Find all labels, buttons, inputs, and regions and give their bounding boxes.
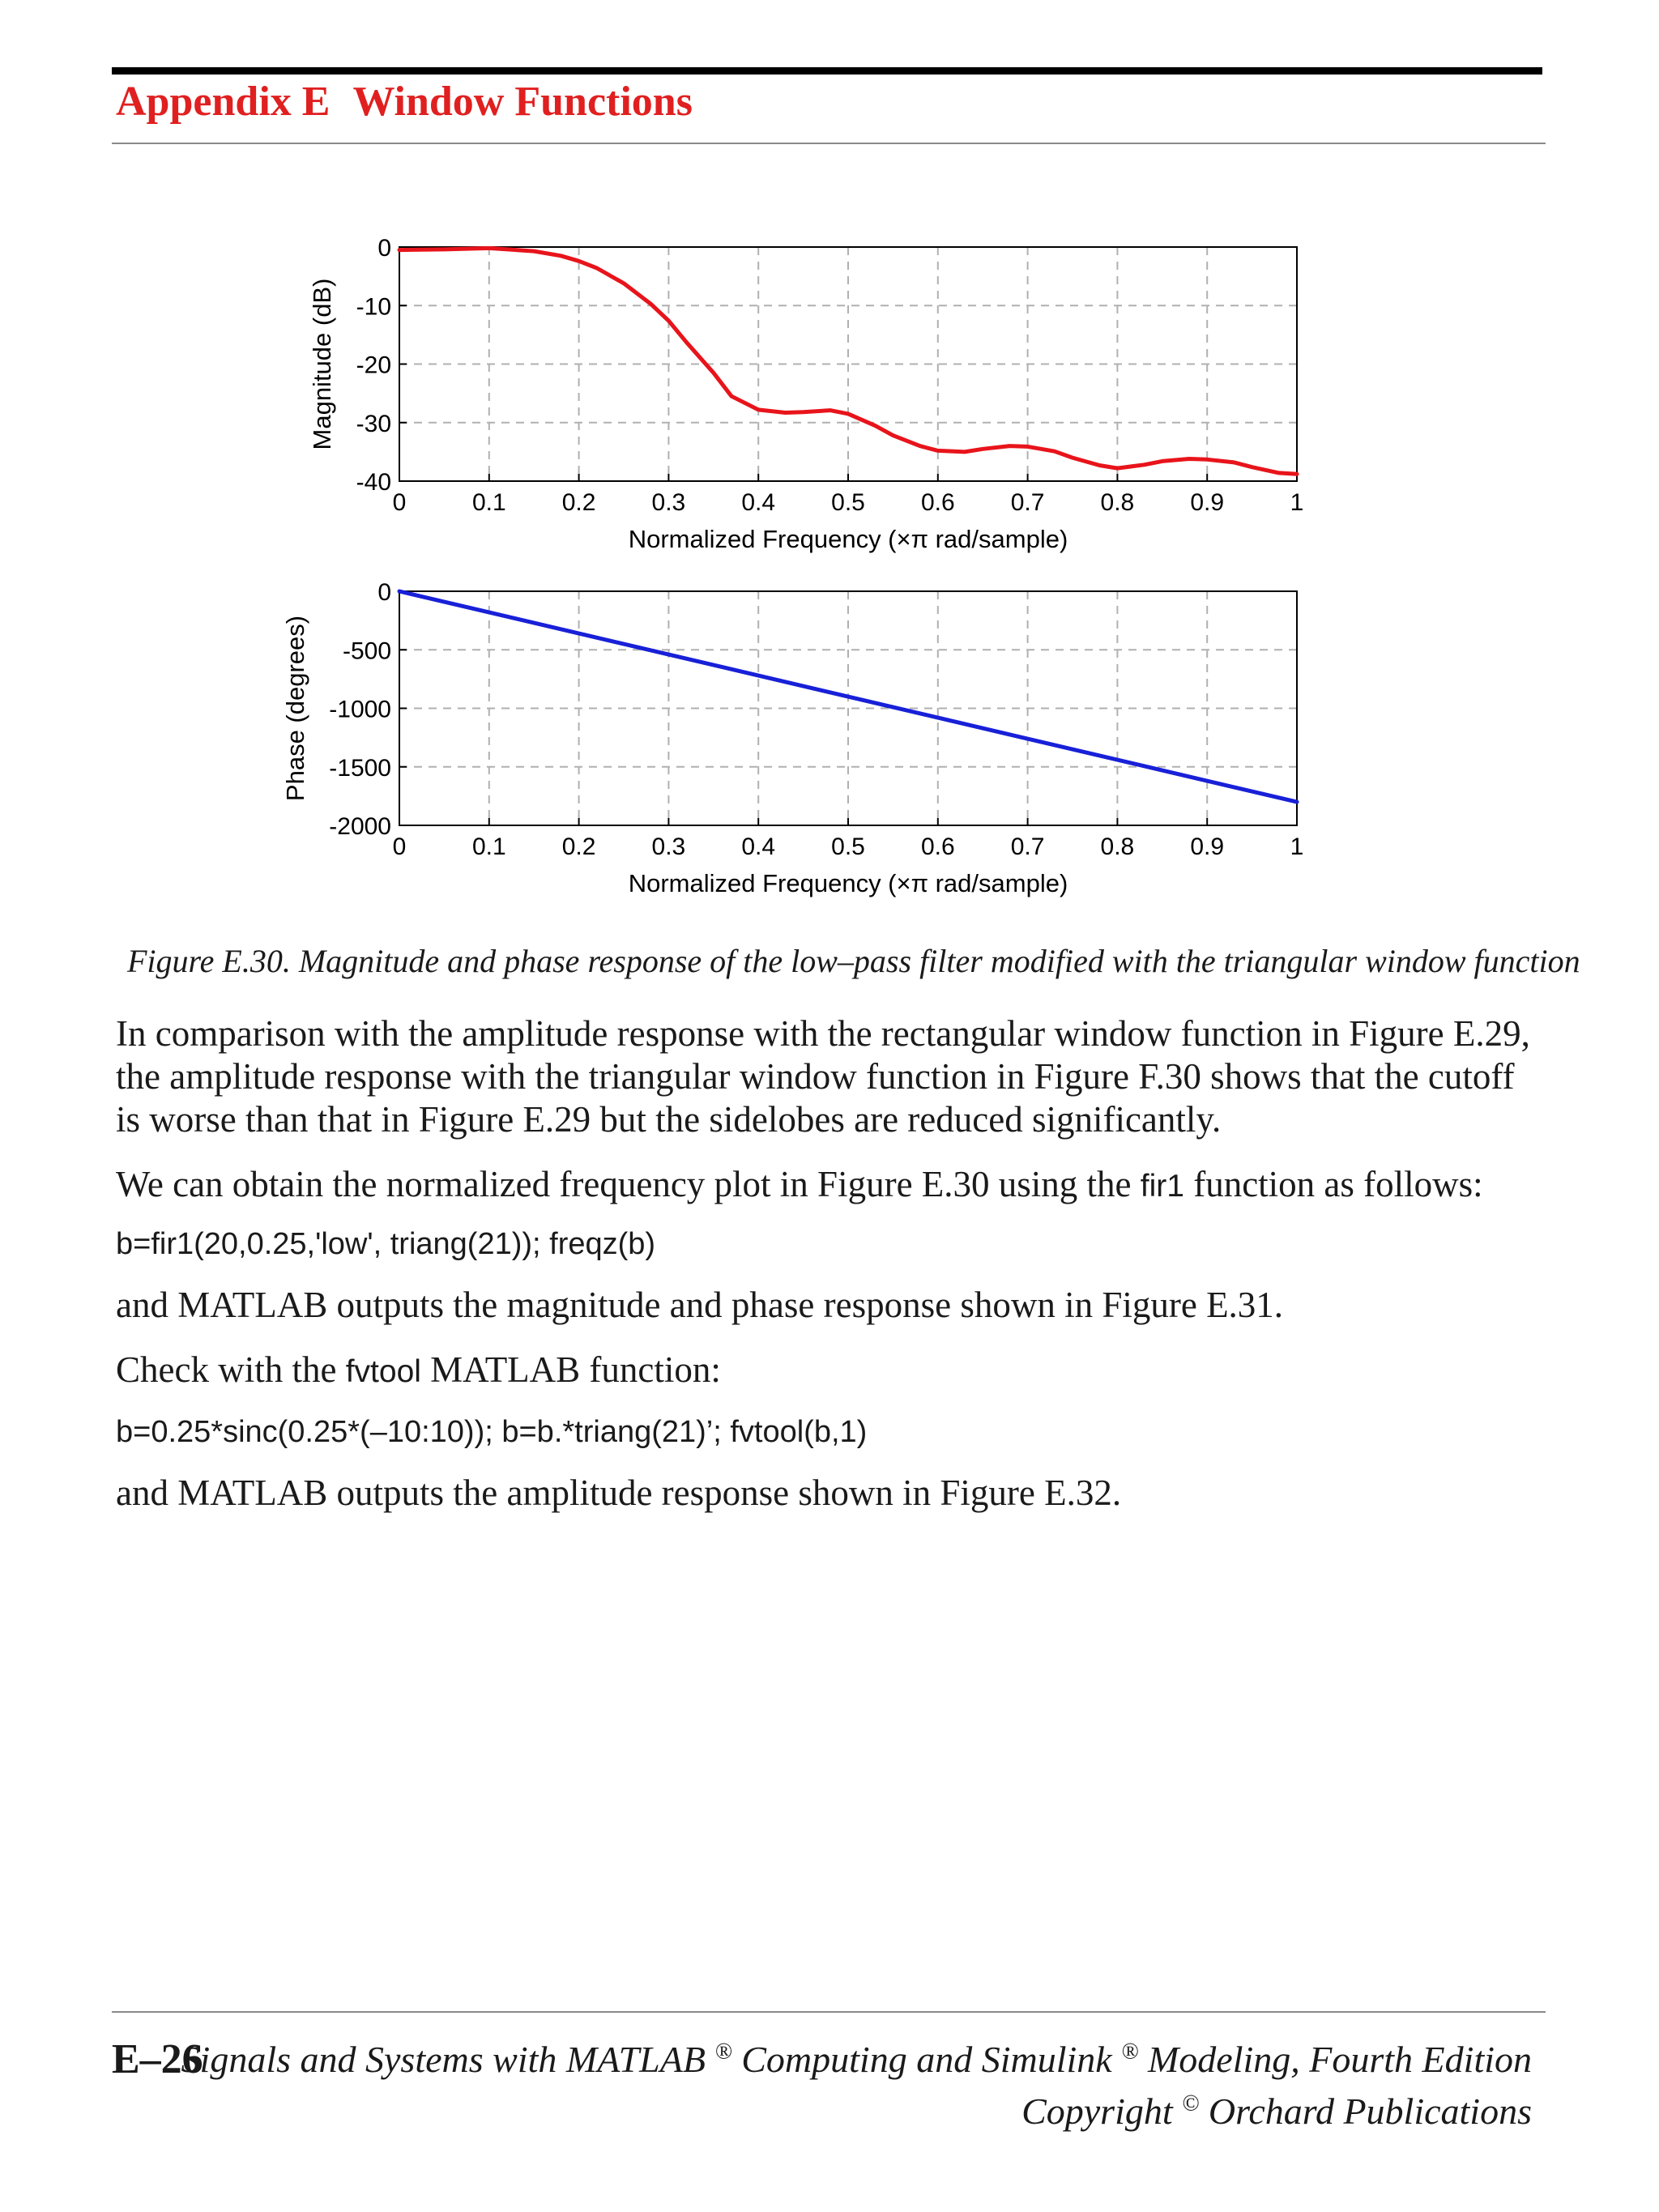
paragraph-fir1-intro <box>116 1163 1546 1208</box>
y-tick-label: -1500 <box>329 754 391 782</box>
header-bottom-rule <box>112 143 1546 144</box>
header-top-rule <box>112 67 1542 75</box>
y-tick-label: -40 <box>356 469 391 496</box>
x-tick-label: 0.8 <box>1100 833 1135 860</box>
x-tick-label: 0.6 <box>920 833 955 860</box>
copyright-symbol: © <box>1182 2091 1200 2116</box>
figure-caption: Figure E.30. Magnitude and phase response of the low–pass filter modified with the triangular window function <box>127 943 1580 979</box>
phase-chart <box>0 563 1659 911</box>
x-tick-label: 0.8 <box>1100 489 1135 516</box>
text-span: Orchard Publications <box>1199 2091 1532 2132</box>
registered-mark: ® <box>714 2039 732 2065</box>
paragraph-fvtool-output: and MATLAB outputs the amplitude response shown in Figure E.32. <box>116 1473 1122 1513</box>
appendix-label: Appendix E <box>116 79 331 125</box>
x-tick-label: 0.9 <box>1190 833 1225 860</box>
x-axis-label: Normalized Frequency (×π rad/sample) <box>628 525 1068 553</box>
y-tick-label: 0 <box>377 579 391 606</box>
text-span: MATLAB function: <box>420 1349 721 1390</box>
copyright-line <box>1021 2090 1532 2133</box>
text-span: Signals and Systems with MATLAB <box>181 2039 715 2080</box>
x-tick-label: 0.4 <box>741 489 776 516</box>
x-tick-label: 1 <box>1290 489 1304 516</box>
y-tick-label: 0 <box>377 235 391 262</box>
code-line-fir1: b=fir1(20,0.25,'low', triang(21)); freqz(b) <box>116 1227 656 1261</box>
paragraph-freqz-output: and MATLAB outputs the magnitude and phase response shown in Figure E.31. <box>116 1285 1284 1325</box>
x-tick-label: 0.3 <box>651 833 686 860</box>
x-tick-label: 0.1 <box>471 833 506 860</box>
y-tick-label: -2000 <box>329 813 391 840</box>
x-tick-label: 0 <box>392 489 407 516</box>
inline-code-fvtool: fvtool <box>345 1354 421 1389</box>
registered-mark: ® <box>1121 2039 1139 2065</box>
x-tick-label: 0.5 <box>831 489 865 516</box>
x-tick-label: 0.2 <box>561 489 596 516</box>
text-span: Modeling, Fourth Edition <box>1138 2039 1532 2080</box>
text-span: Computing and Simulink <box>731 2039 1122 2080</box>
x-tick-label: 0.9 <box>1190 489 1225 516</box>
inline-code-fir1: fir1 <box>1140 1169 1184 1204</box>
x-tick-label: 0.1 <box>471 489 506 516</box>
x-tick-label: 0 <box>392 833 407 860</box>
paragraph-comparison: In comparison with the amplitude response with the rectangular window function in Figure E.29, the amplitude response with the triangular window function in Figure F.30 shows that the cutoff is worse than that in Figure E.29 but the sidelobes are reduced significantly. <box>116 1013 1530 1140</box>
x-tick-label: 0.7 <box>1010 833 1045 860</box>
magnitude-chart <box>0 219 1659 567</box>
paragraph-fvtool-intro <box>116 1349 1546 1393</box>
y-axis-label: Phase (degrees) <box>281 615 309 802</box>
y-tick-label: -20 <box>356 352 391 379</box>
text-span: Check with the <box>116 1349 346 1390</box>
x-axis-label: Normalized Frequency (×π rad/sample) <box>628 869 1068 897</box>
x-tick-label: 0.6 <box>920 489 955 516</box>
text-span: function as follows: <box>1183 1164 1483 1204</box>
y-tick-label: -500 <box>342 637 391 665</box>
x-tick-label: 0.5 <box>831 833 865 860</box>
x-tick-label: 0.4 <box>741 833 776 860</box>
text-span: Copyright <box>1021 2091 1183 2132</box>
x-tick-label: 1 <box>1290 833 1304 860</box>
text-span: We can obtain the normalized frequency plot in Figure E.30 using the <box>116 1164 1141 1204</box>
x-tick-label: 0.2 <box>561 833 596 860</box>
y-tick-label: -1000 <box>329 696 391 723</box>
appendix-title: Window Functions <box>352 79 693 125</box>
page-header <box>116 78 693 126</box>
x-tick-label: 0.3 <box>651 489 686 516</box>
code-line-fvtool: b=0.25*sinc(0.25*(–10:10)); b=b.*triang(21)’; fvtool(b,1) <box>116 1415 868 1449</box>
footer-rule <box>112 2011 1546 2013</box>
book-title <box>181 2038 1532 2081</box>
page-number: E–26 <box>112 2036 203 2082</box>
y-tick-label: -30 <box>356 410 391 437</box>
y-axis-label: Magnitude (dB) <box>308 278 336 450</box>
y-tick-label: -10 <box>356 293 391 321</box>
x-tick-label: 0.7 <box>1010 489 1045 516</box>
